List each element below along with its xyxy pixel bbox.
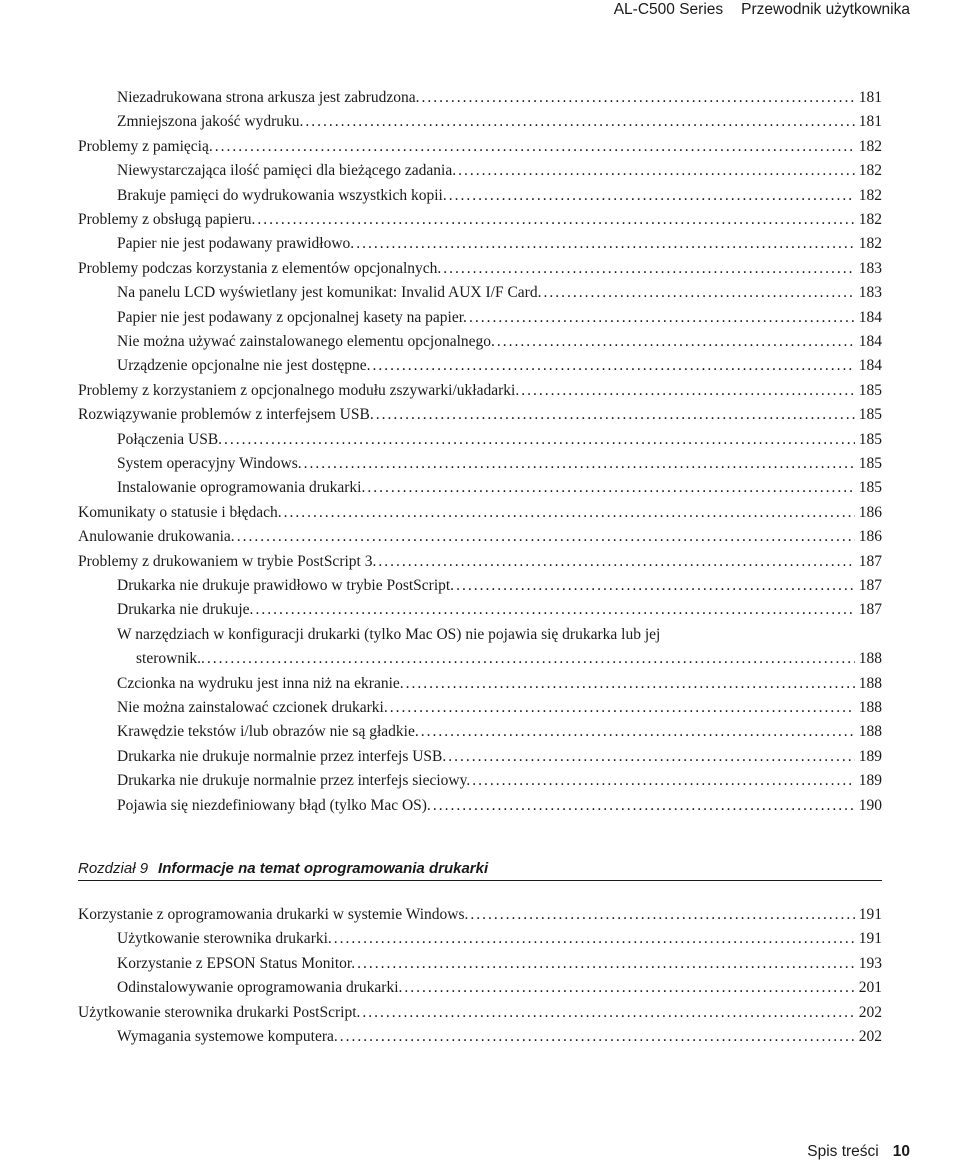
toc-entry-title: Niewystarczająca ilość pamięci dla bieżącego zadania. bbox=[117, 162, 457, 180]
toc-dot-leader bbox=[356, 232, 855, 256]
toc-entry-title: Połączenia USB. bbox=[117, 430, 223, 448]
toc-entry[interactable] bbox=[0, 403, 960, 427]
toc-dot-leader bbox=[207, 647, 855, 671]
toc-page-number: 193 bbox=[858, 954, 882, 972]
toc-dot-leader bbox=[378, 550, 854, 574]
toc-entry[interactable] bbox=[0, 623, 960, 672]
toc-page-number: 184 bbox=[858, 308, 882, 326]
toc-entry[interactable] bbox=[0, 501, 960, 525]
footer-section: Spis treści bbox=[807, 1143, 879, 1160]
toc-dot-leader bbox=[406, 672, 855, 696]
toc-page-number: 182 bbox=[858, 186, 882, 204]
page-header bbox=[614, 1, 910, 19]
toc-entry-title: System operacyjny Windows. bbox=[117, 455, 302, 472]
toc-entry-title: Drukarka nie drukuje prawidłowo w trybie PostScript. bbox=[117, 577, 455, 594]
toc-entry[interactable] bbox=[0, 281, 960, 305]
toc-dot-leader bbox=[470, 903, 854, 927]
toc-dot-leader bbox=[373, 354, 855, 378]
toc-dot-leader bbox=[448, 745, 854, 769]
toc-entry-title: Problemy z pamięcią. bbox=[78, 137, 213, 155]
toc-dot-leader bbox=[340, 1025, 855, 1049]
toc-dot-leader bbox=[458, 159, 855, 183]
toc-dot-leader bbox=[456, 574, 855, 598]
toc-dot-leader bbox=[469, 306, 855, 330]
toc-entry-title: Nie można używać zainstalowanego elementu opcjonalnego. bbox=[117, 333, 495, 350]
toc-entry-title: Problemy z drukowaniem w trybie PostScript 3. bbox=[78, 552, 377, 570]
toc-entry-title: Pojawia się niezdefiniowany błąd (tylko Mac OS). bbox=[117, 796, 431, 814]
toc-entry[interactable] bbox=[0, 525, 960, 549]
toc-entry[interactable] bbox=[0, 428, 960, 452]
toc-entry-title: Urządzenie opcjonalne nie jest dostępne. bbox=[117, 357, 371, 375]
toc-entry[interactable] bbox=[0, 1001, 960, 1025]
toc-entry-title: sterownik.. bbox=[136, 650, 205, 668]
toc-entry-title: Niezadrukowana strona arkusza jest zabrudzona. bbox=[117, 89, 420, 106]
toc-page-number: 184 bbox=[858, 357, 882, 375]
toc-dot-leader bbox=[376, 403, 855, 427]
toc-entry-title: Użytkowanie sterownika drukarki PostScript. bbox=[78, 1003, 361, 1021]
toc-entry[interactable] bbox=[0, 696, 960, 720]
toc-entry-title: Korzystanie z oprogramowania drukarki w systemie Windows. bbox=[78, 906, 469, 923]
toc-entry[interactable] bbox=[0, 330, 960, 354]
toc-entry[interactable] bbox=[0, 903, 960, 927]
toc-entry-title: Odinstalowywanie oprogramowania drukarki. bbox=[117, 979, 403, 997]
toc-page-number: 185 bbox=[858, 406, 882, 424]
toc-entry[interactable] bbox=[0, 135, 960, 159]
toc-entry[interactable] bbox=[0, 598, 960, 622]
toc-entry-title: Krawędzie tekstów i/lub obrazów nie są gładkie. bbox=[117, 723, 419, 741]
toc-entry[interactable] bbox=[0, 745, 960, 769]
toc-page-number: 188 bbox=[858, 699, 882, 716]
toc-dot-leader bbox=[404, 976, 854, 1000]
toc-dot-leader bbox=[237, 525, 855, 549]
toc-dot-leader bbox=[224, 428, 855, 452]
toc-entry[interactable] bbox=[0, 476, 960, 500]
toc-entry-title: Drukarka nie drukuje. bbox=[117, 601, 254, 619]
toc-dot-leader bbox=[367, 476, 854, 500]
toc-entry[interactable] bbox=[0, 159, 960, 183]
toc-entry[interactable] bbox=[0, 952, 960, 976]
toc-entry[interactable] bbox=[0, 574, 960, 598]
toc-dot-leader bbox=[421, 720, 855, 744]
toc-entry[interactable] bbox=[0, 794, 960, 818]
toc-page-number: 191 bbox=[858, 906, 882, 923]
toc-dot-leader bbox=[334, 927, 855, 951]
toc-entry[interactable] bbox=[0, 354, 960, 378]
toc-entry-title: Instalowanie oprogramowania drukarki. bbox=[117, 479, 366, 497]
toc-entry[interactable] bbox=[0, 550, 960, 574]
page-footer bbox=[807, 1143, 910, 1161]
toc-dot-leader bbox=[390, 696, 855, 720]
toc-page-number: 186 bbox=[858, 503, 882, 521]
toc-dot-leader bbox=[255, 598, 854, 622]
toc-page-number: 187 bbox=[858, 601, 882, 619]
toc-entry-title: Nie można zainstalować czcionek drukarki. bbox=[117, 699, 388, 716]
toc-dot-leader bbox=[357, 952, 855, 976]
toc-page-number: 185 bbox=[858, 381, 882, 399]
toc-entry-title: Użytkowanie sterownika drukarki. bbox=[117, 930, 332, 948]
toc-dot-leader bbox=[521, 379, 855, 403]
footer-page-number: 10 bbox=[892, 1143, 910, 1160]
toc-entry-title: Brakuje pamięci do wydrukowania wszystkich kopii. bbox=[117, 186, 447, 204]
toc-page-number: 183 bbox=[858, 259, 882, 277]
toc-page-number: 185 bbox=[858, 430, 882, 448]
toc-dot-leader bbox=[215, 135, 855, 159]
toc-dot-leader bbox=[422, 86, 855, 110]
toc-entry-title: Rozwiązywanie problemów z interfejsem USB. bbox=[78, 406, 374, 424]
toc-entry[interactable] bbox=[0, 1025, 960, 1049]
toc-entry-title: Drukarka nie drukuje normalnie przez interfejs USB. bbox=[117, 747, 447, 765]
toc-entry-title: Papier nie jest podawany z opcjonalnej kasety na papier. bbox=[117, 308, 467, 326]
toc-page-number: 181 bbox=[858, 113, 882, 131]
toc-page-number: 188 bbox=[858, 650, 882, 668]
toc-dot-leader bbox=[449, 184, 855, 208]
chapter-label: Rozdział 9 bbox=[78, 860, 149, 877]
toc-page-number: 185 bbox=[858, 479, 882, 497]
toc-entry[interactable] bbox=[0, 208, 960, 232]
toc-entry-title: Zmniejszona jakość wydruku. bbox=[117, 113, 304, 131]
toc-dot-leader bbox=[257, 208, 854, 232]
toc-dot-leader bbox=[472, 769, 855, 793]
toc-entry-title: Drukarka nie drukuje normalnie przez interfejs sieciowy. bbox=[117, 772, 471, 790]
toc-page-number: 182 bbox=[858, 235, 882, 253]
toc-dot-leader bbox=[497, 330, 855, 354]
toc-page-number: 202 bbox=[858, 1028, 882, 1045]
toc-dot-leader bbox=[433, 794, 855, 818]
toc-entry-title: Papier nie jest podawany prawidłowo. bbox=[117, 235, 355, 253]
toc-entry[interactable] bbox=[0, 452, 960, 476]
toc-entry[interactable] bbox=[0, 184, 960, 208]
toc-page-number: 190 bbox=[858, 796, 882, 814]
toc-page-number: 182 bbox=[858, 211, 882, 228]
toc-entry[interactable] bbox=[0, 306, 960, 330]
toc-entry[interactable] bbox=[0, 720, 960, 744]
chapter-title: Informacje na temat oprogramowania drukarki bbox=[158, 860, 489, 877]
toc-entry-title: Na panelu LCD wyświetlany jest komunikat: Invalid AUX I/F Card. bbox=[117, 284, 542, 302]
toc-dot-leader bbox=[305, 110, 854, 134]
toc-entry-title: Problemy z korzystaniem z opcjonalnego modułu zszywarki/układarki. bbox=[78, 381, 520, 399]
toc-dot-leader bbox=[284, 501, 855, 525]
toc-page-number: 187 bbox=[858, 552, 882, 570]
toc-entry[interactable] bbox=[0, 976, 960, 1000]
header-guide-title: Przewodnik użytkownika bbox=[741, 1, 910, 18]
toc-entry[interactable] bbox=[0, 232, 960, 256]
toc-page-number: 188 bbox=[858, 723, 882, 741]
toc-entry[interactable] bbox=[0, 110, 960, 134]
toc-page-number: 188 bbox=[858, 674, 882, 692]
toc-page-number: 183 bbox=[858, 284, 882, 302]
toc-dot-leader bbox=[362, 1001, 854, 1025]
toc-page-number: 185 bbox=[858, 455, 882, 472]
toc-entry[interactable] bbox=[0, 86, 960, 110]
toc-page-number: 184 bbox=[858, 333, 882, 350]
chapter-heading bbox=[78, 860, 882, 881]
toc-entry[interactable] bbox=[0, 257, 960, 281]
toc-page-number: 187 bbox=[858, 577, 882, 594]
toc-entry-title: W narzędziach w konfiguracji drukarki (tylko Mac OS) nie pojawia się drukarka lub jej bbox=[117, 625, 661, 643]
toc-entry-title: Komunikaty o statusie i błędach. bbox=[78, 503, 282, 521]
toc-page-number: 202 bbox=[858, 1003, 882, 1021]
toc-entry-title: Czcionka na wydruku jest inna niż na ekranie. bbox=[117, 674, 404, 692]
toc-page-number: 186 bbox=[858, 528, 882, 546]
toc-page-number: 182 bbox=[858, 162, 882, 180]
toc-entry[interactable] bbox=[0, 672, 960, 696]
toc-page-number: 201 bbox=[858, 979, 882, 997]
toc-entry-title: Anulowanie drukowania. bbox=[78, 528, 235, 546]
toc-entry-title: Problemy z obsługą papieru. bbox=[78, 211, 256, 228]
toc-entry-title: Wymagania systemowe komputera. bbox=[117, 1028, 338, 1045]
toc-entry-title: Problemy podczas korzystania z elementów opcjonalnych. bbox=[78, 259, 442, 277]
header-product-name: AL-C500 Series bbox=[613, 1, 724, 18]
toc-dot-leader bbox=[543, 281, 854, 305]
toc-page-number: 191 bbox=[858, 930, 882, 948]
toc-page-number: 189 bbox=[858, 747, 882, 765]
toc-page-number: 181 bbox=[858, 89, 882, 106]
toc-dot-leader bbox=[443, 257, 854, 281]
toc-entry[interactable] bbox=[0, 769, 960, 793]
toc-entry-title: Korzystanie z EPSON Status Monitor. bbox=[117, 954, 356, 972]
toc-page-number: 189 bbox=[858, 772, 882, 790]
toc-dot-leader bbox=[304, 452, 855, 476]
toc-page-number: 182 bbox=[858, 137, 882, 155]
toc-entry[interactable] bbox=[0, 379, 960, 403]
toc-entry[interactable] bbox=[0, 927, 960, 951]
